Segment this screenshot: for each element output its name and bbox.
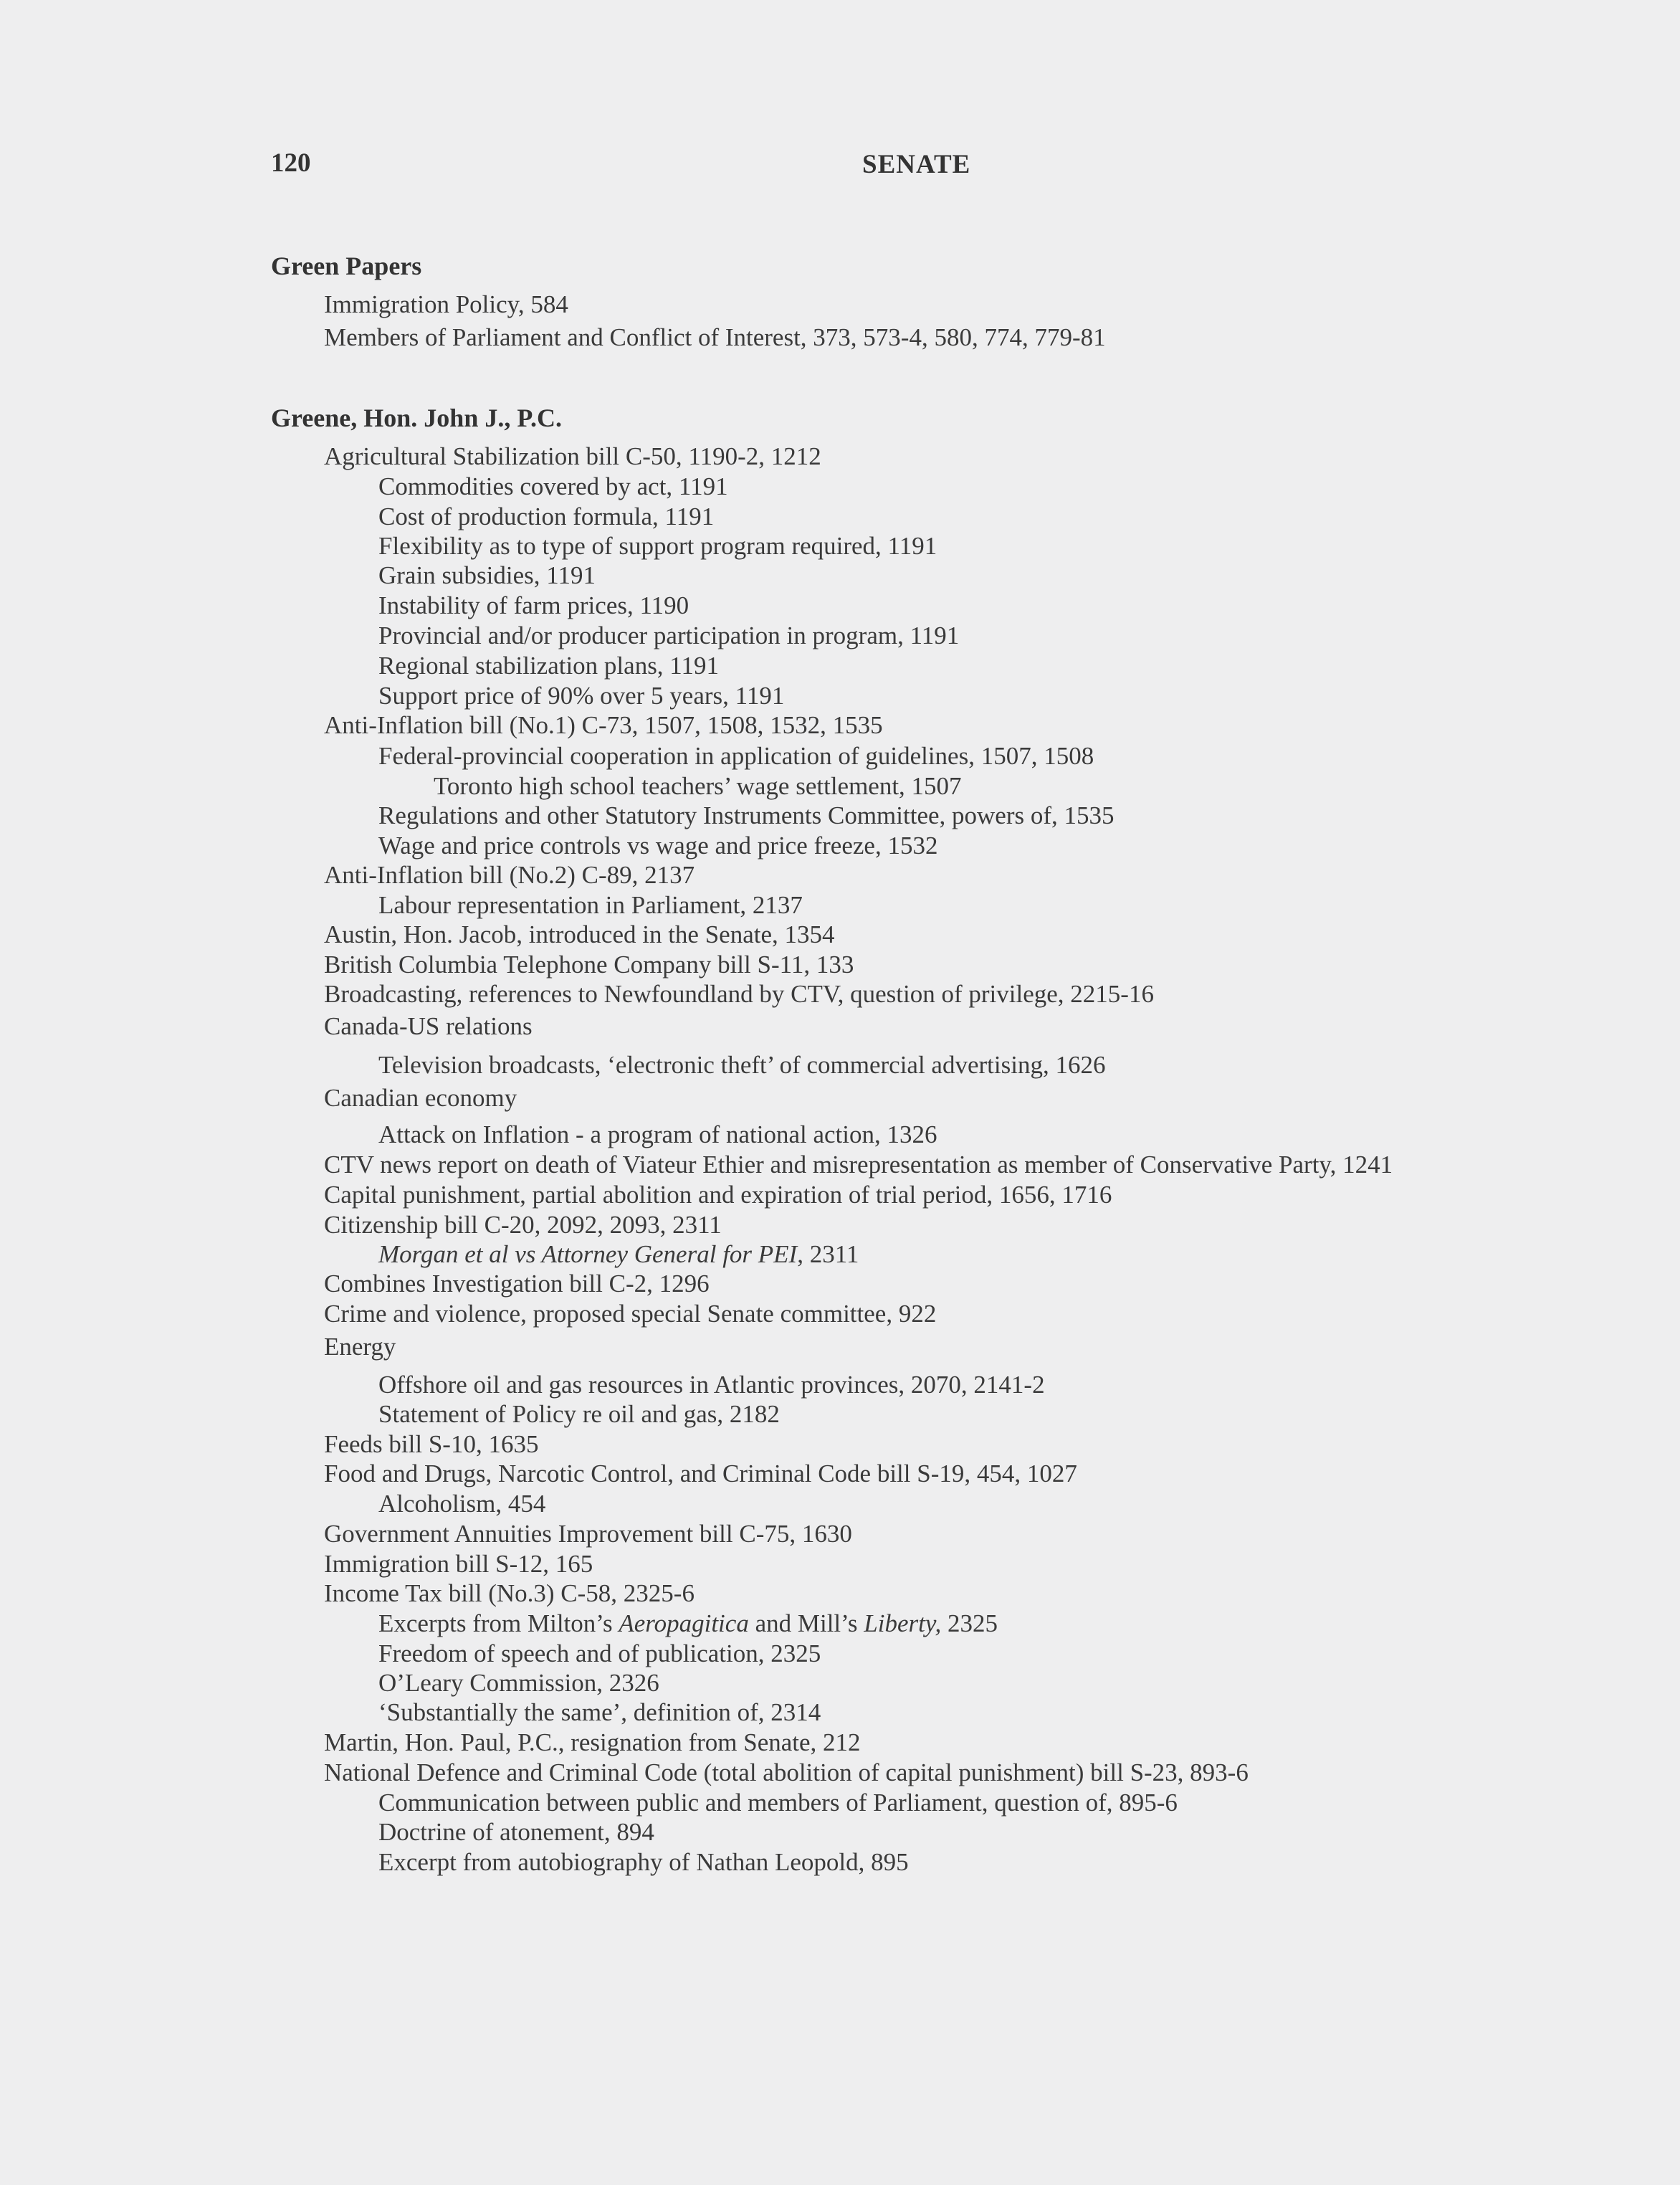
index-subentry: Regional stabilization plans, 1191: [378, 652, 720, 680]
index-entry: Food and Drugs, Narcotic Control, and Criminal Code bill S-19, 454, 1027: [324, 1460, 1077, 1487]
page-reference: 2325: [941, 1609, 998, 1637]
running-head: SENATE: [862, 150, 971, 179]
index-subentry: Instability of farm prices, 1190: [378, 591, 689, 619]
index-subentry: Doctrine of atonement, 894: [378, 1818, 654, 1846]
index-subentry: Television broadcasts, ‘electronic theft’ of commercial advertising, 1626: [378, 1051, 1106, 1079]
index-subentry: [378, 1239, 859, 1270]
index-subentry: Offshore oil and gas resources in Atlantic provinces, 2070, 2141-2: [378, 1371, 1045, 1399]
index-subentry: Provincial and/or producer participation in program, 1191: [378, 622, 960, 649]
index-subentry: Regulations and other Statutory Instruments Committee, powers of, 1535: [378, 801, 1115, 829]
work-title: Aeropagitica: [619, 1609, 749, 1637]
index-subentry: Freedom of speech and of publication, 2325: [378, 1639, 821, 1667]
work-title: Liberty,: [864, 1609, 942, 1637]
index-subentry: Federal-provincial cooperation in application of guidelines, 1507, 1508: [378, 742, 1094, 770]
index-subentry: Statement of Policy re oil and gas, 2182: [378, 1400, 780, 1428]
index-entry: Income Tax bill (No.3) C-58, 2325-6: [324, 1579, 695, 1607]
section-heading-greene: Greene, Hon. John J., P.C.: [271, 404, 563, 432]
section-heading-green-papers: Green Papers: [271, 252, 422, 280]
index-subentry: Excerpt from autobiography of Nathan Leopold, 895: [378, 1848, 909, 1876]
index-entry: Broadcasting, references to Newfoundland by CTV, question of privilege, 2215-16: [324, 980, 1154, 1008]
index-entry: National Defence and Criminal Code (total abolition of capital punishment) bill S-23, 893-6: [324, 1758, 1249, 1786]
index-entry: Canadian economy: [324, 1084, 517, 1112]
index-entry: CTV news report on death of Viateur Ethier and misrepresentation as member of Conservative Party, 1241: [324, 1151, 1393, 1179]
index-subsubentry: Toronto high school teachers’ wage settlement, 1507: [434, 772, 962, 800]
index-subentry: Attack on Inflation - a program of national action, 1326: [378, 1120, 937, 1148]
index-entry: Feeds bill S-10, 1635: [324, 1430, 539, 1458]
text-run: Excerpts from Milton’s: [378, 1609, 619, 1637]
index-subentry: Cost of production formula, 1191: [378, 503, 715, 530]
page-number: 120: [271, 148, 311, 178]
index-entry: Anti-Inflation bill (No.2) C-89, 2137: [324, 861, 695, 889]
index-entry: Immigration Policy, 584: [324, 290, 568, 318]
index-entry: Anti-Inflation bill (No.1) C-73, 1507, 1508, 1532, 1535: [324, 711, 883, 739]
index-subentry: Wage and price controls vs wage and price freeze, 1532: [378, 832, 938, 860]
index-entry: Martin, Hon. Paul, P.C., resignation from Senate, 212: [324, 1728, 861, 1756]
index-subentry: Commodities covered by act, 1191: [378, 472, 728, 500]
index-subentry: O’Leary Commission, 2326: [378, 1669, 659, 1697]
index-entry: Members of Parliament and Conflict of Interest, 373, 573-4, 580, 774, 779-81: [324, 323, 1106, 351]
index-subentry: [378, 1609, 998, 1639]
index-subentry: Support price of 90% over 5 years, 1191: [378, 682, 785, 710]
text-run: and Mill’s: [748, 1609, 864, 1637]
index-subentry: Flexibility as to type of support program required, 1191: [378, 532, 937, 560]
page-reference: , 2311: [797, 1240, 859, 1268]
index-entry: Citizenship bill C-20, 2092, 2093, 2311: [324, 1211, 722, 1239]
index-entry: Crime and violence, proposed special Senate committee, 922: [324, 1300, 937, 1328]
index-entry: British Columbia Telephone Company bill S-11, 133: [324, 951, 854, 979]
index-entry: Canada-US relations: [324, 1012, 533, 1040]
index-entry: Combines Investigation bill C-2, 1296: [324, 1270, 710, 1298]
index-subentry: Communication between public and members of Parliament, question of, 895-6: [378, 1789, 1178, 1817]
index-entry: Capital punishment, partial abolition and expiration of trial period, 1656, 1716: [324, 1181, 1112, 1209]
index-entry: Austin, Hon. Jacob, introduced in the Senate, 1354: [324, 920, 835, 948]
index-entry: Immigration bill S-12, 165: [324, 1550, 593, 1578]
index-entry: Government Annuities Improvement bill C-75, 1630: [324, 1520, 852, 1548]
index-entry: Energy: [324, 1333, 396, 1361]
case-title: Morgan et al vs Attorney General for PEI: [378, 1240, 798, 1268]
index-subentry: Alcoholism, 454: [378, 1490, 546, 1518]
index-subentry: Grain subsidies, 1191: [378, 561, 596, 589]
index-entry: Agricultural Stabilization bill C-50, 1190-2, 1212: [324, 442, 821, 470]
index-subentry: Labour representation in Parliament, 2137: [378, 891, 803, 919]
index-subentry: ‘Substantially the same’, definition of, 2314: [378, 1698, 821, 1726]
